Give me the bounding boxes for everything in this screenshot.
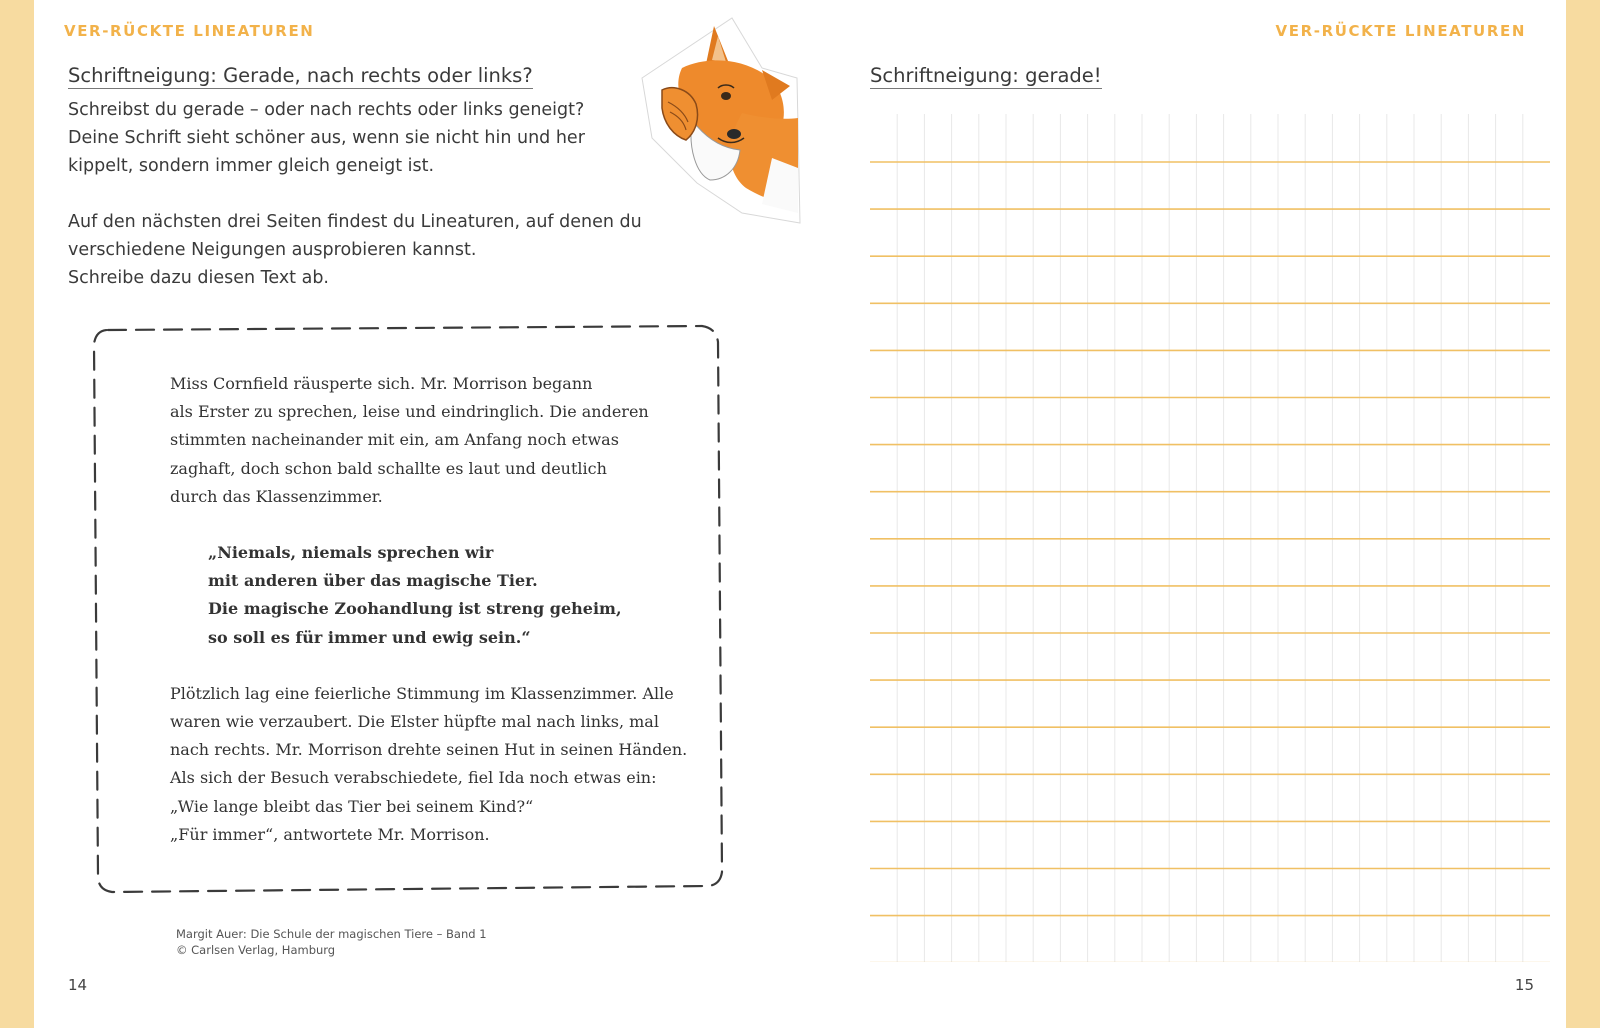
source-citation: [176, 926, 487, 958]
intro-line: Deine Schrift sieht schöner aus, wenn sie nicht hin und her: [68, 128, 585, 148]
quote-line: nach rechts. Mr. Morrison drehte seinen Hut in seinen Händen.: [170, 740, 688, 760]
quote-line: stimmten nacheinander mit ein, am Anfang noch etwas: [170, 430, 619, 450]
intro-line: kippelt, sondern immer gleich geneigt ist.: [68, 156, 435, 176]
running-head-left: VER-RÜCKTE LINEATUREN: [64, 22, 315, 40]
copyright-line: © Carlsen Verlag, Hamburg: [176, 943, 336, 957]
quote-line: „Wie lange bleibt das Tier bei seinem Kind?“: [170, 796, 534, 816]
quote-paragraph-1: [170, 370, 690, 511]
instruction-line: verschiedene Neigungen ausprobieren kannst.: [68, 240, 477, 260]
quote-line: Als sich der Besuch verabschiedete, fiel Ida noch etwas ein:: [170, 768, 657, 788]
quote-text: [170, 370, 690, 877]
quote-line: durch das Klassenzimmer.: [170, 486, 383, 506]
quote-line: Miss Cornfield räusperte sich. Mr. Morrison begann: [170, 374, 593, 393]
verse-line: so soll es für immer und ewig sein.“: [208, 627, 531, 647]
fox-icon: [622, 8, 802, 228]
writing-lineature[interactable]: [870, 114, 1550, 962]
page-number-left: 14: [68, 976, 88, 994]
quote-line: „Für immer“, antwortete Mr. Morrison.: [170, 824, 490, 844]
quote-line: zaghaft, doch schon bald schallte es laut und deutlich: [170, 458, 607, 478]
right-page-heading: Schriftneigung: gerade!: [870, 64, 1102, 87]
verse-line: mit anderen über das magische Tier.: [208, 571, 538, 591]
instruction-line: Auf den nächsten drei Seiten findest du Lineaturen, auf denen du: [68, 212, 642, 232]
page-number-right: 15: [1514, 976, 1534, 994]
quote-line: Plötzlich lag eine feierliche Stimmung im Klassenzimmer. Alle: [170, 683, 674, 703]
source-line: Margit Auer: Die Schule der magischen Tiere – Band 1: [176, 927, 487, 941]
intro-paragraph: [68, 96, 668, 180]
intro-text: [68, 96, 668, 292]
quote-line: waren wie verzaubert. Die Elster hüpfte mal nach links, mal: [170, 712, 659, 732]
instruction-paragraph: [68, 208, 668, 292]
verse-line: „Niemals, niemals sprechen wir: [208, 543, 494, 563]
verse-line: Die magische Zoohandlung ist streng geheim,: [208, 599, 622, 619]
right-page: [800, 0, 1566, 1028]
running-head-right: VER-RÜCKTE LINEATUREN: [1275, 22, 1526, 40]
intro-line: Schreibst du gerade – oder nach rechts oder links geneigt?: [68, 100, 585, 120]
quote-verse: [170, 539, 690, 652]
instruction-line: Schreibe dazu diesen Text ab.: [68, 268, 329, 288]
quote-line: als Erster zu sprechen, leise und eindringlich. Die anderen: [170, 402, 649, 422]
quote-paragraph-2: [170, 680, 690, 849]
left-page-heading: Schriftneigung: Gerade, nach rechts oder links?: [68, 64, 533, 87]
left-page: [34, 0, 800, 1028]
book-spread: [34, 0, 1566, 1028]
quote-box: [90, 324, 730, 908]
